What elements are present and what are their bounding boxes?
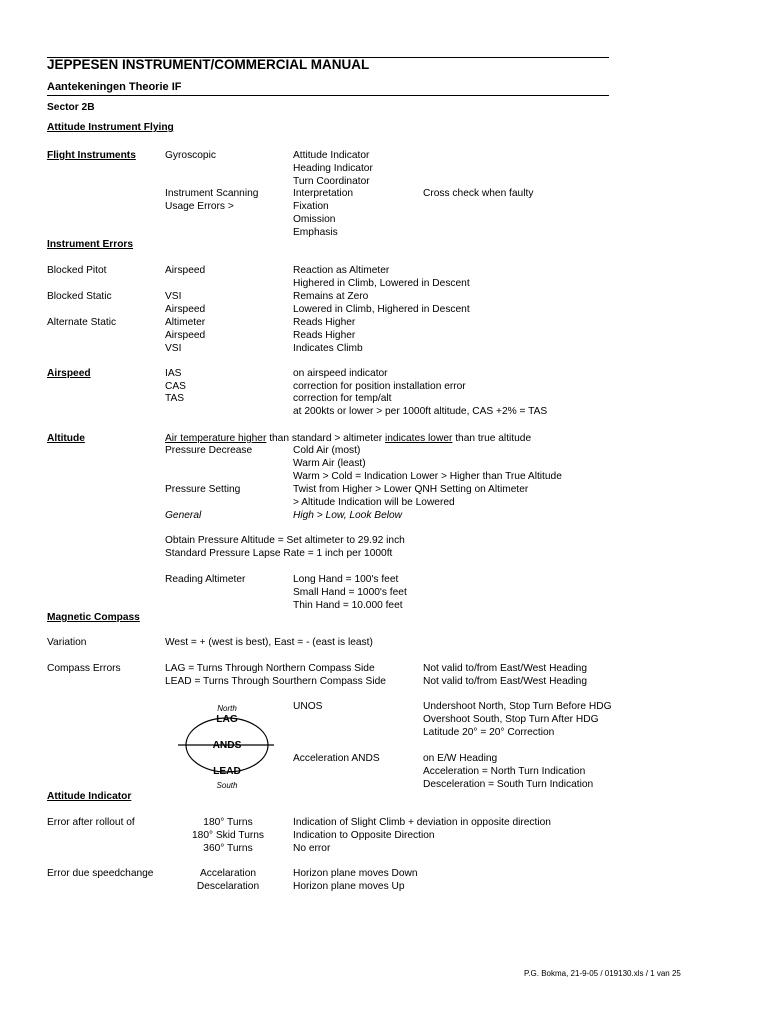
section-title: Attitude Instrument Flying — [47, 122, 174, 133]
lag-rule: LAG = Turns Through Northern Compass Side — [165, 663, 375, 674]
airspeed-key: TAS — [165, 393, 185, 404]
scan-item: Emphasis — [293, 227, 338, 238]
north-label: North — [217, 704, 237, 713]
lead-rule: LEAD = Turns Through Sourthern Compass Side — [165, 676, 386, 687]
error-effect: Indicates Climb — [293, 343, 363, 354]
header-rule — [47, 95, 609, 96]
sector-label: Sector 2B — [47, 102, 95, 113]
error-instrument: Airspeed — [165, 265, 206, 276]
variation-label: Variation — [47, 637, 87, 648]
attitude-indicator-heading: Attitude Indicator — [47, 791, 132, 802]
airspeed-key: CAS — [165, 381, 186, 392]
altitude-temperature-line: Air temperature higher than standard > altimeter indicates lower than true altitude — [165, 433, 532, 444]
pressure-setting-item: Twist from Higher > Lower QNH Setting on Altimeter — [293, 484, 529, 495]
error-instrument: Airspeed — [165, 330, 206, 341]
gyroscopic-label: Gyroscopic — [165, 150, 216, 161]
speedchange-label: Error due speedchange — [47, 868, 154, 879]
rollout-value: No error — [293, 843, 331, 854]
reading-altimeter-item: Small Hand = 1000's feet — [293, 587, 407, 598]
magnetic-compass-heading: Magnetic Compass — [47, 612, 140, 623]
blocked-pitot-label: Blocked Pitot — [47, 265, 107, 276]
error-effect: Reads Higher — [293, 317, 356, 328]
error-effect: Remains at Zero — [293, 291, 369, 302]
gyro-item: Attitude Indicator — [293, 150, 370, 161]
rollout-key: 360° Turns — [203, 843, 253, 854]
acceleration-item: Desceleration = South Turn Indication — [423, 779, 594, 790]
speedchange-value: Horizon plane moves Up — [293, 881, 405, 892]
scan-item: Omission — [293, 214, 336, 225]
south-label: South — [216, 781, 238, 790]
document-title: JEPPESEN INSTRUMENT/COMMERCIAL MANUAL — [47, 57, 370, 72]
instrument-scanning-label: Instrument Scanning — [165, 188, 259, 199]
pressure-decrease-item: Cold Air (most) — [293, 445, 361, 456]
variation-value: West = + (west is best), East = - (east is least) — [165, 637, 373, 648]
pressure-decrease-label: Pressure Decrease — [165, 445, 253, 456]
unos-item: Overshoot South, Stop Turn After HDG — [423, 714, 599, 725]
gyro-item: Heading Indicator — [293, 163, 373, 174]
airspeed-value: correction for temp/alt — [293, 393, 392, 404]
error-instrument: VSI — [165, 291, 182, 302]
unos-label: UNOS — [293, 701, 323, 712]
pressure-decrease-item: Warm Air (least) — [293, 458, 366, 469]
rollout-value: Indication to Opposite Direction — [293, 830, 435, 841]
error-effect: Reaction as Altimeter — [293, 265, 390, 276]
scan-item: Fixation — [293, 201, 329, 212]
airspeed-heading: Airspeed — [47, 368, 91, 379]
instrument-errors-heading: Instrument Errors — [47, 239, 134, 250]
flight-instruments-heading: Flight Instruments — [47, 150, 136, 161]
unos-item: Undershoot North, Stop Turn Before HDG — [423, 701, 612, 712]
error-instrument: Airspeed — [165, 304, 206, 315]
airspeed-key: IAS — [165, 368, 182, 379]
speedchange-key: Descelaration — [196, 881, 260, 892]
airspeed-value: at 200kts or lower > per 1000ft altitude, CAS +2% = TAS — [293, 406, 548, 417]
acceleration-item: Acceleration = North Turn Indication — [423, 766, 586, 777]
cross-check-note: Cross check when faulty — [423, 188, 534, 199]
lag-label: LAG — [216, 714, 238, 725]
rollout-value: Indication of Slight Climb + deviation in opposite direction — [293, 817, 551, 828]
compass-errors-label: Compass Errors — [47, 663, 121, 674]
lead-label: LEAD — [213, 766, 241, 777]
rollout-key: 180° Skid Turns — [191, 830, 265, 841]
lag-note: Not valid to/from East/West Heading — [423, 663, 588, 674]
airspeed-value: correction for position installation error — [293, 381, 466, 392]
document-subtitle: Aantekeningen Theorie IF — [47, 81, 182, 93]
general-label: General — [165, 510, 202, 521]
underlined-phrase: Air temperature higher — [165, 433, 267, 444]
gyro-item: Turn Coordinator — [293, 176, 370, 187]
obtain-pressure-altitude: Obtain Pressure Altitude = Set altimeter to 29.92 inch — [165, 535, 405, 546]
airspeed-value: on airspeed indicator — [293, 368, 388, 379]
pressure-setting-item: > Altitude Indication will be Lowered — [293, 497, 455, 508]
error-effect: Lowered in Climb, Highered in Descent — [293, 304, 470, 315]
usage-errors-label: Usage Errors > — [165, 201, 234, 212]
acceleration-ands-label: Acceleration ANDS — [293, 753, 380, 764]
speedchange-value: Horizon plane moves Down — [293, 868, 418, 879]
unos-item: Latitude 20° = 20° Correction — [423, 727, 555, 738]
speedchange-key: Accelaration — [199, 868, 257, 879]
pressure-setting-label: Pressure Setting — [165, 484, 241, 495]
error-instrument: Altimeter — [165, 317, 206, 328]
reading-altimeter-label: Reading Altimeter — [165, 574, 246, 585]
alternate-static-label: Alternate Static — [47, 317, 117, 328]
pressure-decrease-item: Warm > Cold = Indication Lower > Higher than True Altitude — [293, 471, 562, 482]
reading-altimeter-item: Thin Hand = 10.000 feet — [293, 600, 403, 611]
ands-label: ANDS — [212, 740, 242, 751]
page-footer: P.G. Bokma, 21-9-05 / 019130.xls / 1 van 25 — [524, 969, 681, 978]
general-value: High > Low, Look Below — [293, 510, 403, 521]
error-effect: Highered in Climb, Lowered in Descent — [293, 278, 470, 289]
reading-altimeter-item: Long Hand = 100's feet — [293, 574, 399, 585]
pressure-lapse-rate: Standard Pressure Lapse Rate = 1 inch per 1000ft — [165, 548, 393, 559]
rollout-label: Error after rollout of — [47, 817, 135, 828]
altitude-heading: Altitude — [47, 433, 85, 444]
rollout-key: 180° Turns — [203, 817, 253, 828]
error-instrument: VSI — [165, 343, 182, 354]
error-effect: Reads Higher — [293, 330, 356, 341]
acceleration-item: on E/W Heading — [423, 753, 498, 764]
scan-item: Interpretation — [293, 188, 354, 199]
blocked-static-label: Blocked Static — [47, 291, 112, 302]
lead-note: Not valid to/from East/West Heading — [423, 676, 588, 687]
underlined-phrase: indicates lower — [385, 433, 453, 444]
